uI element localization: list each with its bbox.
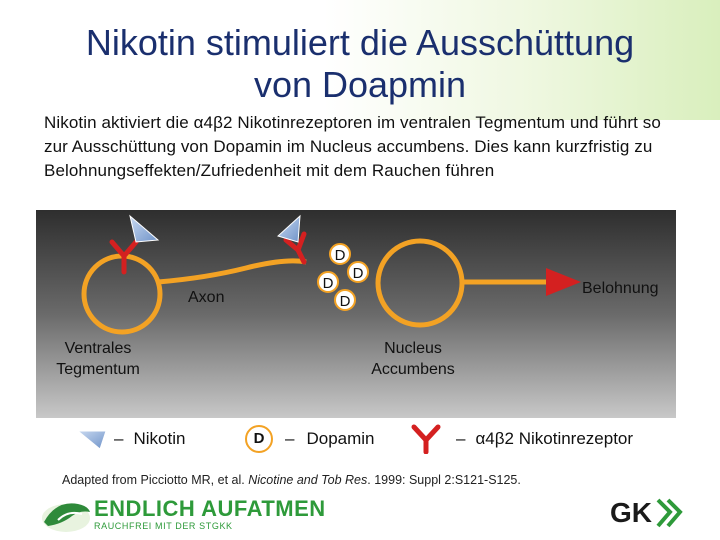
title-line-1: Nikotin stimuliert die Ausschüttung — [85, 22, 635, 63]
title-line-2: von Doapmin — [253, 64, 467, 105]
intro-rest: Nikotinrezeptoren im ventralen Tegmentum und führt so zur Ausschüttung von Dopamin im Nucleus accumbens. Dies kann kurzfristig zu Belohnungseffekten/Zufriedenheit mit dem Rauchen führen — [44, 113, 661, 180]
intro-prefix: Nikotin aktiviert die — [44, 113, 194, 132]
dopamine-letter-2: D — [352, 265, 364, 282]
dopamine-molecule-4 — [335, 290, 355, 310]
diagram-background — [36, 210, 676, 418]
dopamine-icon: D — [245, 425, 273, 453]
gkk-logo-icon — [608, 492, 688, 532]
intro-receptor: α4β2 — [193, 113, 233, 132]
dopamine-molecule-3 — [318, 272, 338, 292]
legend-receptor-label: α4β2 Nikotinrezeptor — [475, 429, 634, 448]
vta-label-line2: Tegmentum — [56, 361, 140, 378]
nacc-label-line1: Nucleus — [384, 340, 442, 357]
citation — [62, 473, 521, 487]
slide-title — [0, 22, 720, 106]
receptor-icon — [408, 424, 444, 454]
citation-prefix: Adapted from Picciotto MR, et al. — [62, 473, 249, 487]
dopamine-pathway-diagram — [36, 210, 676, 418]
legend-nikotin-label: Nikotin — [133, 429, 186, 448]
nicotine-icon — [78, 427, 108, 451]
dopamine-letter-1: D — [334, 247, 346, 264]
legend-nikotin — [78, 423, 185, 455]
gkk-text: GK — [610, 497, 652, 528]
citation-journal: Nicotine and Tob Res — [248, 473, 368, 487]
dopamine-molecule-1 — [330, 244, 350, 264]
nacc-label-line2: Accumbens — [371, 361, 455, 378]
dopamine-letter-3: D — [322, 275, 334, 292]
axon-label: Axon — [188, 289, 225, 306]
vta-label-line1: Ventrales — [64, 340, 132, 357]
citation-suffix: . 1999: Suppl 2:S121-S125. — [367, 473, 521, 487]
legend-dash-1: – — [114, 429, 124, 448]
logo-sub-text: RAUCHFREI MIT DER STGKK — [94, 521, 233, 531]
dopamine-letter-4: D — [339, 293, 351, 310]
legend-dopamin-label: Dopamin — [306, 429, 375, 448]
dopamine-molecule-2 — [348, 262, 368, 282]
intro-text — [44, 111, 684, 183]
legend-receptor — [408, 423, 633, 455]
bird-logo-icon — [38, 492, 94, 536]
belohnung-label: Belohnung — [582, 280, 659, 297]
legend-dopamin — [245, 423, 375, 455]
logo-main-text: ENDLICH AUFATMEN — [94, 496, 326, 521]
legend-dash-2: – — [285, 429, 295, 448]
legend-dash-3: – — [456, 429, 466, 448]
